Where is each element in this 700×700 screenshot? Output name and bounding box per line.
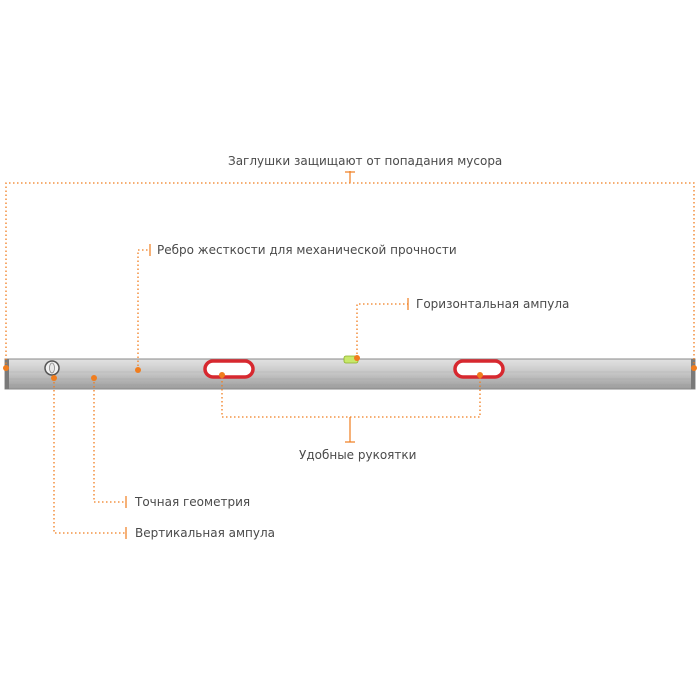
label-horizontal-vial: Горизонтальная ампула: [416, 297, 570, 311]
dot-handle-right: [477, 372, 483, 378]
label-geometry: Точная геометрия: [135, 495, 251, 509]
label-rib: Ребро жесткости для механической прочности: [157, 243, 457, 257]
dot-geometry: [91, 375, 97, 381]
dot-rib: [135, 367, 141, 373]
tick-marks: [126, 171, 408, 539]
dot-end-cap-right: [691, 365, 697, 371]
left-handle: [205, 361, 253, 377]
dot-handle-left: [219, 372, 225, 378]
dot-vertical-vial: [51, 375, 57, 381]
label-end-caps: Заглушки защищают от попадания мусора: [228, 154, 503, 168]
dot-end-cap-left: [3, 365, 9, 371]
label-vertical-vial: Вертикальная ампула: [135, 526, 275, 540]
vertical-vial: [45, 361, 59, 375]
level-bar: [5, 359, 695, 389]
dot-horizontal-vial: [354, 355, 360, 361]
label-handles: Удобные рукоятки: [299, 448, 417, 462]
